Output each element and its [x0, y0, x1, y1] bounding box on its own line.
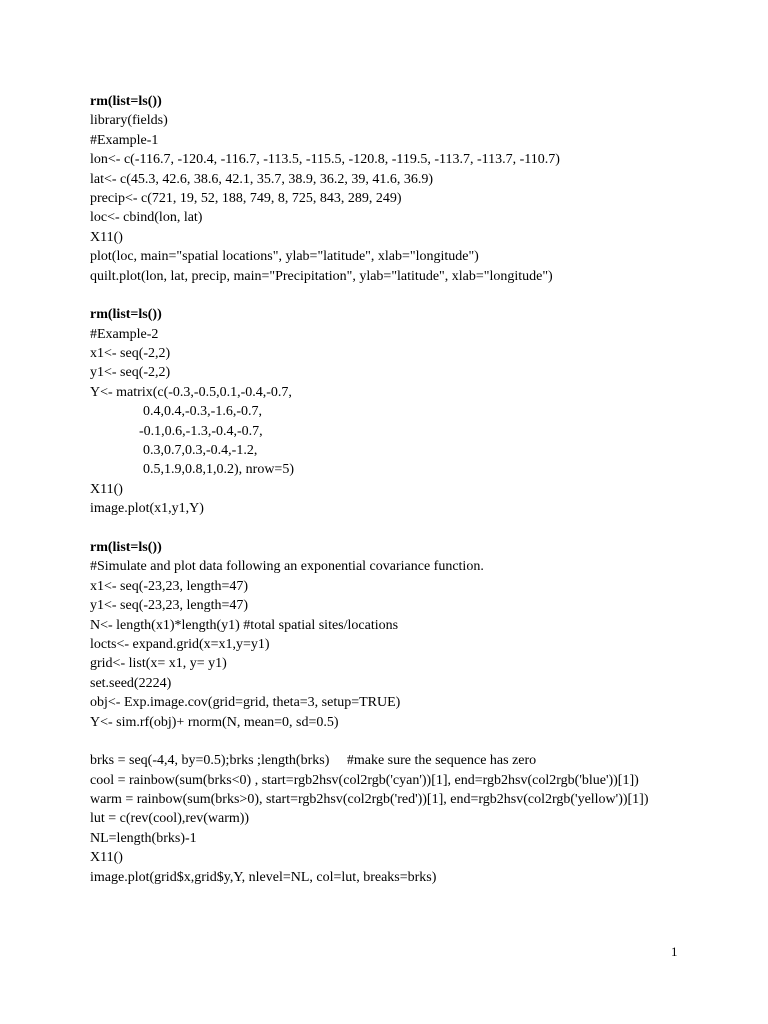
- code-comment: #Example-1: [90, 132, 159, 148]
- page-number: 1: [671, 944, 678, 959]
- code-line: locts<- expand.grid(x=x1,y=y1): [90, 636, 270, 652]
- code-line: image.plot(grid$x,grid$y,Y, nlevel=NL, col=lut, breaks=brks): [90, 869, 437, 885]
- code-line: Y<- matrix(c(-0.3,-0.5,0.1,-0.4,-0.7,: [90, 384, 292, 400]
- code-line: plot(loc, main="spatial locations", ylab="latitude", xlab="longitude"): [90, 249, 479, 265]
- code-line: library(fields): [90, 113, 168, 129]
- code-line: lon<- c(-116.7, -120.4, -116.7, -113.5, -115.5, -120.8, -119.5, -113.7, -113.7, -110.7): [90, 152, 560, 168]
- code-line: lat<- c(45.3, 42.6, 38.6, 42.1, 35.7, 38.9, 36.2, 39, 41.6, 36.9): [90, 171, 434, 187]
- code-comment: #Example-2: [90, 326, 159, 342]
- code-line: 0.5,1.9,0.8,1,0.2), nrow=5): [143, 462, 294, 478]
- code-line: X11(): [90, 229, 123, 245]
- code-line: rm(list=ls()): [90, 307, 162, 323]
- code-line: x1<- seq(-23,23, length=47): [90, 578, 249, 594]
- code-line: cool = rainbow(sum(brks<0) , start=rgb2hsv(col2rgb('cyan'))[1], end=rgb2hsv(col2rgb('blue'))[1]): [90, 772, 639, 788]
- code-line: NL=length(brks)-1: [90, 830, 197, 846]
- code-line: x1<- seq(-2,2): [90, 346, 171, 362]
- code-line: N<- length(x1)*length(y1) #total spatial sites/locations: [90, 617, 399, 633]
- code-listing: [90, 92, 730, 887]
- blank-line: [90, 286, 730, 305]
- blank-line: [90, 732, 730, 751]
- code-line: set.seed(2224): [90, 675, 172, 691]
- code-line: quilt.plot(lon, lat, precip, main="Precipitation", ylab="latitude", xlab="longitude"): [90, 268, 553, 284]
- code-line: y1<- seq(-23,23, length=47): [90, 598, 249, 614]
- code-line: grid<- list(x= x1, y= y1): [90, 656, 227, 672]
- code-line: 0.3,0.7,0.3,-0.4,-1.2,: [143, 443, 258, 459]
- code-line: warm = rainbow(sum(brks>0), start=rgb2hsv(col2rgb('red'))[1], end=rgb2hsv(col2rgb('yellow'))[1]): [90, 792, 649, 808]
- code-line: lut = c(rev(cool),rev(warm)): [90, 811, 250, 827]
- code-line: loc<- cbind(lon, lat): [90, 210, 203, 226]
- code-line: rm(list=ls()): [90, 94, 162, 109]
- code-line: -0.1,0.6,-1.3,-0.4,-0.7,: [139, 423, 263, 439]
- code-line: X11(): [90, 481, 123, 497]
- code-line: 0.4,0.4,-0.3,-1.6,-0.7,: [143, 404, 262, 420]
- code-line: brks = seq(-4,4, by=0.5);brks ;length(brks) #make sure the sequence has zero: [90, 753, 537, 769]
- blank-line: [90, 519, 730, 538]
- code-line: X11(): [90, 850, 123, 866]
- code-line: obj<- Exp.image.cov(grid=grid, theta=3, setup=TRUE): [90, 695, 401, 711]
- code-line: precip<- c(721, 19, 52, 188, 749, 8, 725, 843, 289, 249): [90, 190, 402, 206]
- code-line: y1<- seq(-2,2): [90, 365, 171, 381]
- code-comment: #Simulate and plot data following an exponential covariance function.: [90, 559, 484, 575]
- code-line: image.plot(x1,y1,Y): [90, 501, 204, 517]
- code-line: rm(list=ls()): [90, 539, 162, 555]
- code-line: Y<- sim.rf(obj)+ rnorm(N, mean=0, sd=0.5): [90, 714, 339, 730]
